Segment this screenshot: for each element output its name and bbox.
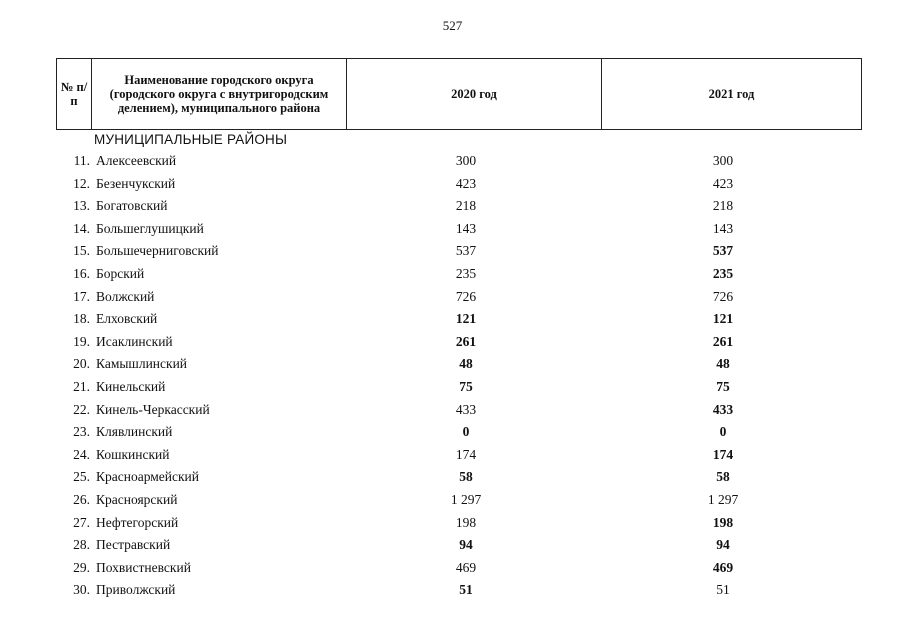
row-number: 28.: [73, 537, 90, 553]
row-value-2020: 726: [455, 288, 477, 304]
page-number: 527: [442, 18, 463, 33]
row-name: Борский: [96, 265, 145, 281]
table-row: [56, 399, 856, 422]
row-value-2020: 48: [459, 356, 473, 372]
header-2020-column: 2020 год: [347, 59, 602, 130]
row-value-2021: 261: [712, 333, 734, 349]
row-name: Исаклинский: [96, 333, 173, 349]
row-name: Кинель-Черкасский: [96, 401, 210, 417]
row-value-2021: 174: [712, 446, 734, 462]
row-name: Богатовский: [96, 198, 168, 214]
header-2021-column: 2021 год: [602, 59, 862, 130]
row-value-2021: 94: [716, 537, 730, 553]
row-number: 19.: [73, 333, 90, 349]
table-row: [56, 444, 856, 467]
row-number: 17.: [73, 288, 90, 304]
row-value-2020: 218: [455, 198, 477, 214]
table-row: [56, 579, 856, 602]
table-row: [56, 421, 856, 444]
row-value-2020: 300: [455, 153, 477, 168]
table-row: [56, 173, 856, 196]
row-value-2020: 94: [459, 537, 473, 553]
section-title: МУНИЦИПАЛЬНЫЕ РАЙОНЫ: [94, 132, 288, 147]
row-value-2021: 121: [712, 311, 734, 327]
row-value-2021: 51: [716, 582, 730, 598]
row-name: Елховский: [96, 311, 158, 327]
row-value-2021: 198: [712, 514, 734, 530]
row-value-2020: 433: [455, 401, 477, 417]
row-name: Волжский: [96, 288, 155, 304]
table-row: [56, 195, 856, 218]
row-value-2021: 235: [712, 265, 734, 281]
row-number: 24.: [73, 446, 90, 462]
row-number: 12.: [73, 175, 90, 191]
row-value-2020: 1 297: [450, 491, 482, 507]
table-row: [56, 557, 856, 580]
table-row: [56, 376, 856, 399]
row-value-2020: 75: [459, 378, 473, 394]
header-number-column: № п/п: [57, 59, 92, 130]
table-row: [56, 263, 856, 286]
table-row: [56, 150, 856, 173]
row-name: Красноярский: [96, 491, 178, 507]
row-name: Алексеевский: [96, 153, 177, 168]
row-name: Кошкинский: [96, 446, 170, 462]
row-number: 13.: [73, 198, 90, 214]
header-name-column: Наименование городского округа (городского округа с внутригородским делением), муниципального района: [92, 59, 347, 130]
row-number: 21.: [73, 378, 90, 394]
row-number: 23.: [73, 424, 90, 440]
row-value-2021: 423: [712, 175, 734, 191]
row-value-2020: 261: [455, 333, 477, 349]
row-number: 20.: [73, 356, 90, 372]
table-row: [56, 466, 856, 489]
row-value-2020: 58: [459, 469, 473, 485]
row-name: Камышлинский: [96, 356, 188, 372]
table-row: [56, 353, 856, 376]
row-number: 11.: [73, 153, 90, 168]
row-value-2020: 143: [455, 220, 477, 236]
row-value-2021: 218: [712, 198, 734, 214]
row-value-2021: 0: [719, 424, 727, 440]
table-row: [56, 240, 856, 263]
row-name: Приволжский: [96, 582, 176, 598]
row-value-2021: 300: [712, 153, 734, 168]
table-body: [56, 150, 856, 602]
row-value-2021: 469: [712, 559, 734, 575]
row-number: 25.: [73, 469, 90, 485]
row-value-2020: 469: [455, 559, 477, 575]
row-value-2020: 51: [459, 582, 473, 598]
row-number: 14.: [73, 220, 90, 236]
row-value-2021: 726: [712, 288, 734, 304]
row-number: 18.: [73, 311, 90, 327]
table-row: [56, 286, 856, 309]
table-header: [56, 58, 862, 130]
row-name: Пестравский: [96, 537, 171, 553]
row-number: 26.: [73, 491, 90, 507]
row-value-2020: 198: [455, 514, 477, 530]
row-number: 29.: [73, 559, 90, 575]
table-row: [56, 218, 856, 241]
row-value-2021: 143: [712, 220, 734, 236]
table-row: [56, 534, 856, 557]
row-value-2020: 0: [462, 424, 470, 440]
row-name: Большеглушицкий: [96, 220, 204, 236]
row-name: Нефтегорский: [96, 514, 179, 530]
row-name: Похвистневский: [96, 559, 191, 575]
row-number: 27.: [73, 514, 90, 530]
table-row: [56, 331, 856, 354]
row-number: 22.: [73, 401, 90, 417]
table-row: [56, 308, 856, 331]
row-value-2020: 235: [455, 265, 477, 281]
table-row: [56, 489, 856, 512]
row-name: Красноармейский: [96, 469, 200, 485]
row-value-2020: 174: [455, 446, 477, 462]
row-name: Клявлинский: [96, 424, 173, 440]
row-value-2021: 75: [716, 378, 730, 394]
table-row: [56, 512, 856, 535]
row-value-2021: 433: [712, 401, 734, 417]
row-number: 16.: [73, 265, 90, 281]
row-number: 15.: [73, 243, 90, 259]
row-value-2021: 58: [716, 469, 730, 485]
row-name: Кинельский: [96, 378, 166, 394]
row-name: Большечерниговский: [96, 243, 219, 259]
row-value-2021: 1 297: [707, 491, 739, 507]
row-name: Безенчукский: [96, 175, 176, 191]
row-value-2020: 537: [455, 243, 477, 259]
row-number: 30.: [73, 582, 90, 598]
row-value-2021: 48: [716, 356, 730, 372]
row-value-2020: 121: [455, 311, 477, 327]
row-value-2021: 537: [712, 243, 734, 259]
row-value-2020: 423: [455, 175, 477, 191]
